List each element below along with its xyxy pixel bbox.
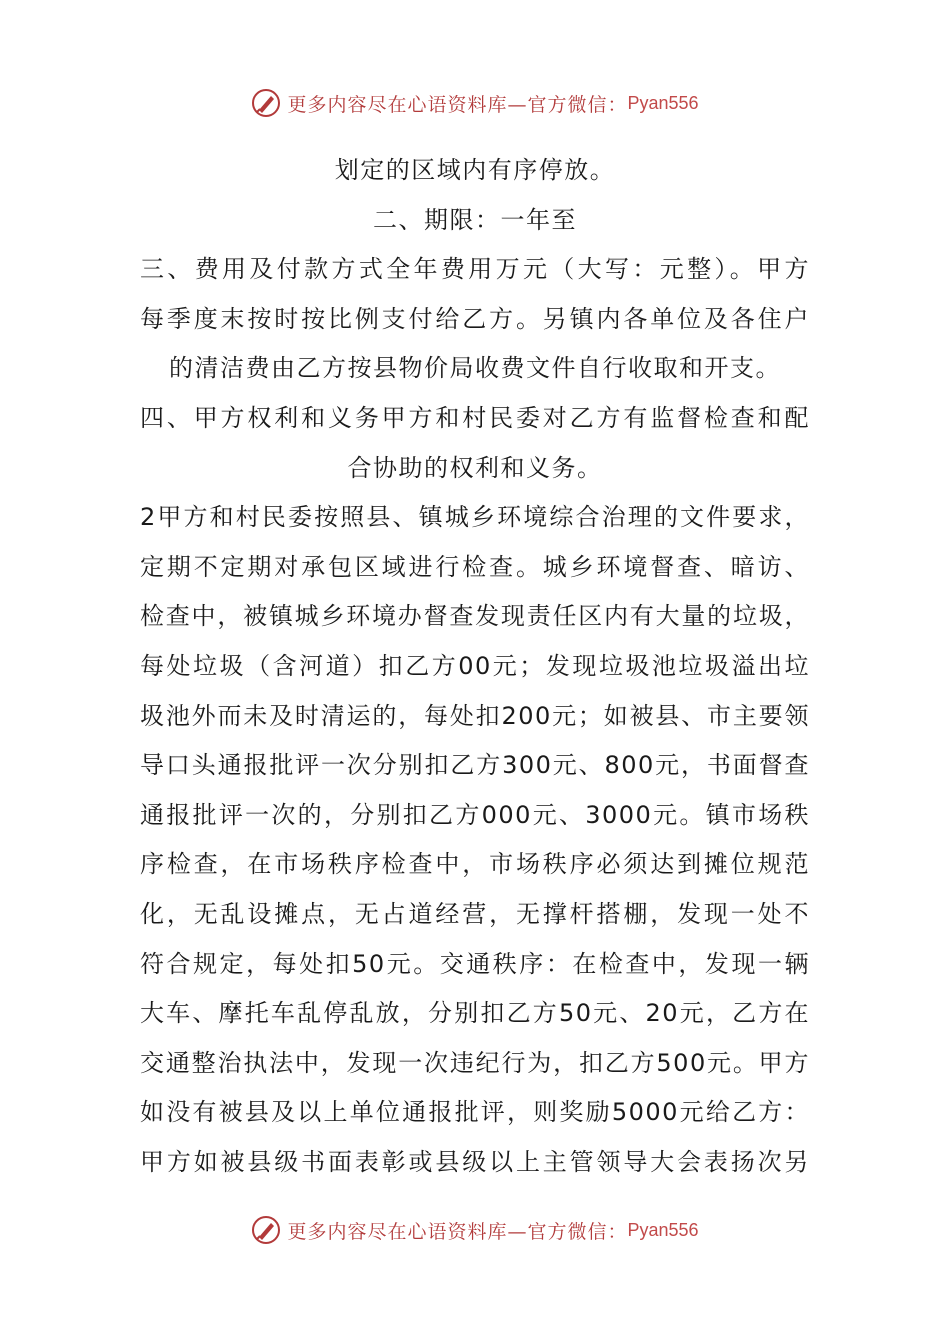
pen-logo-icon — [251, 88, 281, 118]
footer-wechat-id: Pyan556 — [627, 1219, 699, 1240]
text-line: 的清洁费由乙方按县物价局收费文件自行收取和开支。 — [169, 354, 781, 383]
document-body — [140, 146, 810, 1187]
text-line: 如没有被县及以上单位通报批评，则奖励5000元给乙方： — [140, 1098, 810, 1127]
text-line: 三、费用及付款方式全年费用万元（大写：元整）。甲方 — [140, 255, 810, 284]
text-line: 每季度末按时按比例支付给乙方。另镇内各单位及各住户 — [140, 304, 810, 333]
text-line: 序检查，在市场秩序检查中，市场秩序必须达到摊位规范 — [140, 850, 810, 879]
text-line: 合协助的权利和义务。 — [347, 453, 603, 482]
text-line: 化，无乱设摊点，无占道经营，无撑杆搭棚，发现一处不 — [140, 899, 810, 928]
text-line: 通报批评一次的，分别扣乙方000元、3000元。镇市场秩 — [140, 800, 810, 829]
text-line: 圾池外而未及时清运的，每处扣200元；如被县、市主要领 — [140, 701, 810, 730]
text-line: 甲方如被县级书面表彰或县级以上主管领导大会表扬次另 — [140, 1147, 810, 1176]
text-line: 定期不定期对承包区域进行检查。城乡环境督查、暗访、 — [140, 552, 810, 581]
text-line: 导口头通报批评一次分别扣乙方300元、800元，书面督查 — [140, 751, 810, 780]
footer-banner — [0, 1210, 950, 1250]
text-line: 2甲方和村民委按照县、镇城乡环境综合治理的文件要求， — [140, 503, 810, 532]
text-line: 每处垃圾（含河道）扣乙方00元；发现垃圾池垃圾溢出垃 — [140, 651, 810, 680]
section-heading: 二、期限：一年至 — [373, 205, 577, 234]
pen-logo-icon — [251, 1215, 281, 1245]
text-line: 大车、摩托车乱停乱放，分别扣乙方50元、20元，乙方在 — [140, 999, 810, 1028]
text-line: 四、甲方权利和义务甲方和村民委对乙方有监督检查和配 — [140, 403, 810, 432]
text-line: 符合规定，每处扣50元。交通秩序：在检查中，发现一辆 — [140, 949, 810, 978]
text-line: 检查中，被镇城乡环境办督查发现责任区内有大量的垃圾， — [140, 602, 810, 631]
header-banner — [0, 83, 950, 123]
text-line: 划定的区域内有序停放。 — [334, 156, 616, 184]
text-line: 交通整治执法中，发现一次违纪行为，扣乙方500元。甲方 — [140, 1048, 810, 1077]
footer-banner-text: 更多内容尽在心语资料库—官方微信： — [287, 1220, 628, 1243]
header-wechat-id: Pyan556 — [627, 92, 699, 113]
header-banner-text: 更多内容尽在心语资料库—官方微信： — [287, 93, 628, 116]
